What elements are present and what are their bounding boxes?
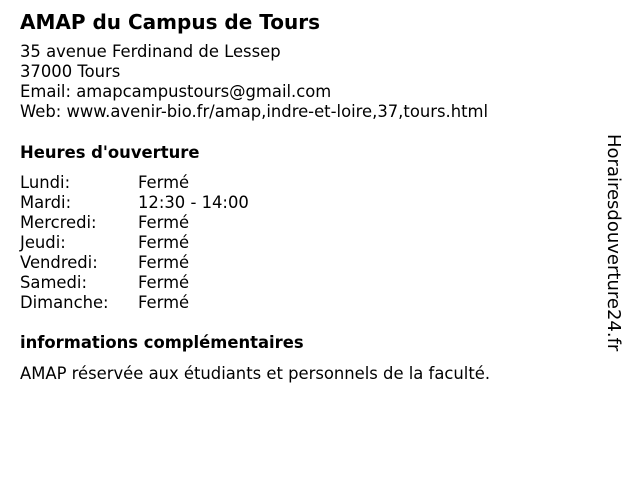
day-label: Mardi:	[20, 193, 72, 212]
day-label: Dimanche:	[20, 293, 109, 312]
day-hours: Fermé	[138, 253, 190, 272]
city: 37000 Tours	[20, 62, 121, 81]
info-heading: informations complémentaires	[20, 333, 304, 352]
day-label: Mercredi:	[20, 213, 97, 232]
day-hours: Fermé	[138, 213, 190, 232]
hours-table	[20, 173, 249, 313]
web-line: Web: www.avenir-bio.fr/amap,indre-et-loire,37,tours.html	[20, 102, 489, 121]
watermark: Horairesdouverture24.fr	[603, 134, 624, 352]
hours-row	[20, 213, 249, 233]
day-label: Jeudi:	[20, 233, 66, 252]
day-label: Samedi:	[20, 273, 87, 292]
hours-row	[20, 273, 249, 293]
day-label: Lundi:	[20, 173, 71, 192]
day-label: Vendredi:	[20, 253, 98, 272]
hours-row	[20, 233, 249, 253]
day-hours: Fermé	[138, 273, 190, 292]
info-text: AMAP réservée aux étudiants et personnels de la faculté.	[20, 364, 491, 383]
hours-row	[20, 253, 249, 273]
hours-row	[20, 173, 249, 193]
email-line: Email: amapcampustours@gmail.com	[20, 82, 332, 101]
day-hours: Fermé	[138, 173, 190, 192]
page-title: AMAP du Campus de Tours	[20, 10, 321, 34]
hours-heading: Heures d'ouverture	[20, 143, 200, 162]
street-address: 35 avenue Ferdinand de Lessep	[20, 42, 281, 61]
hours-row	[20, 293, 249, 313]
day-hours: Fermé	[138, 293, 190, 312]
hours-row	[20, 193, 249, 213]
day-hours: 12:30 - 14:00	[138, 193, 249, 212]
content	[20, 9, 600, 384]
day-hours: Fermé	[138, 233, 190, 252]
address-block	[20, 42, 600, 122]
